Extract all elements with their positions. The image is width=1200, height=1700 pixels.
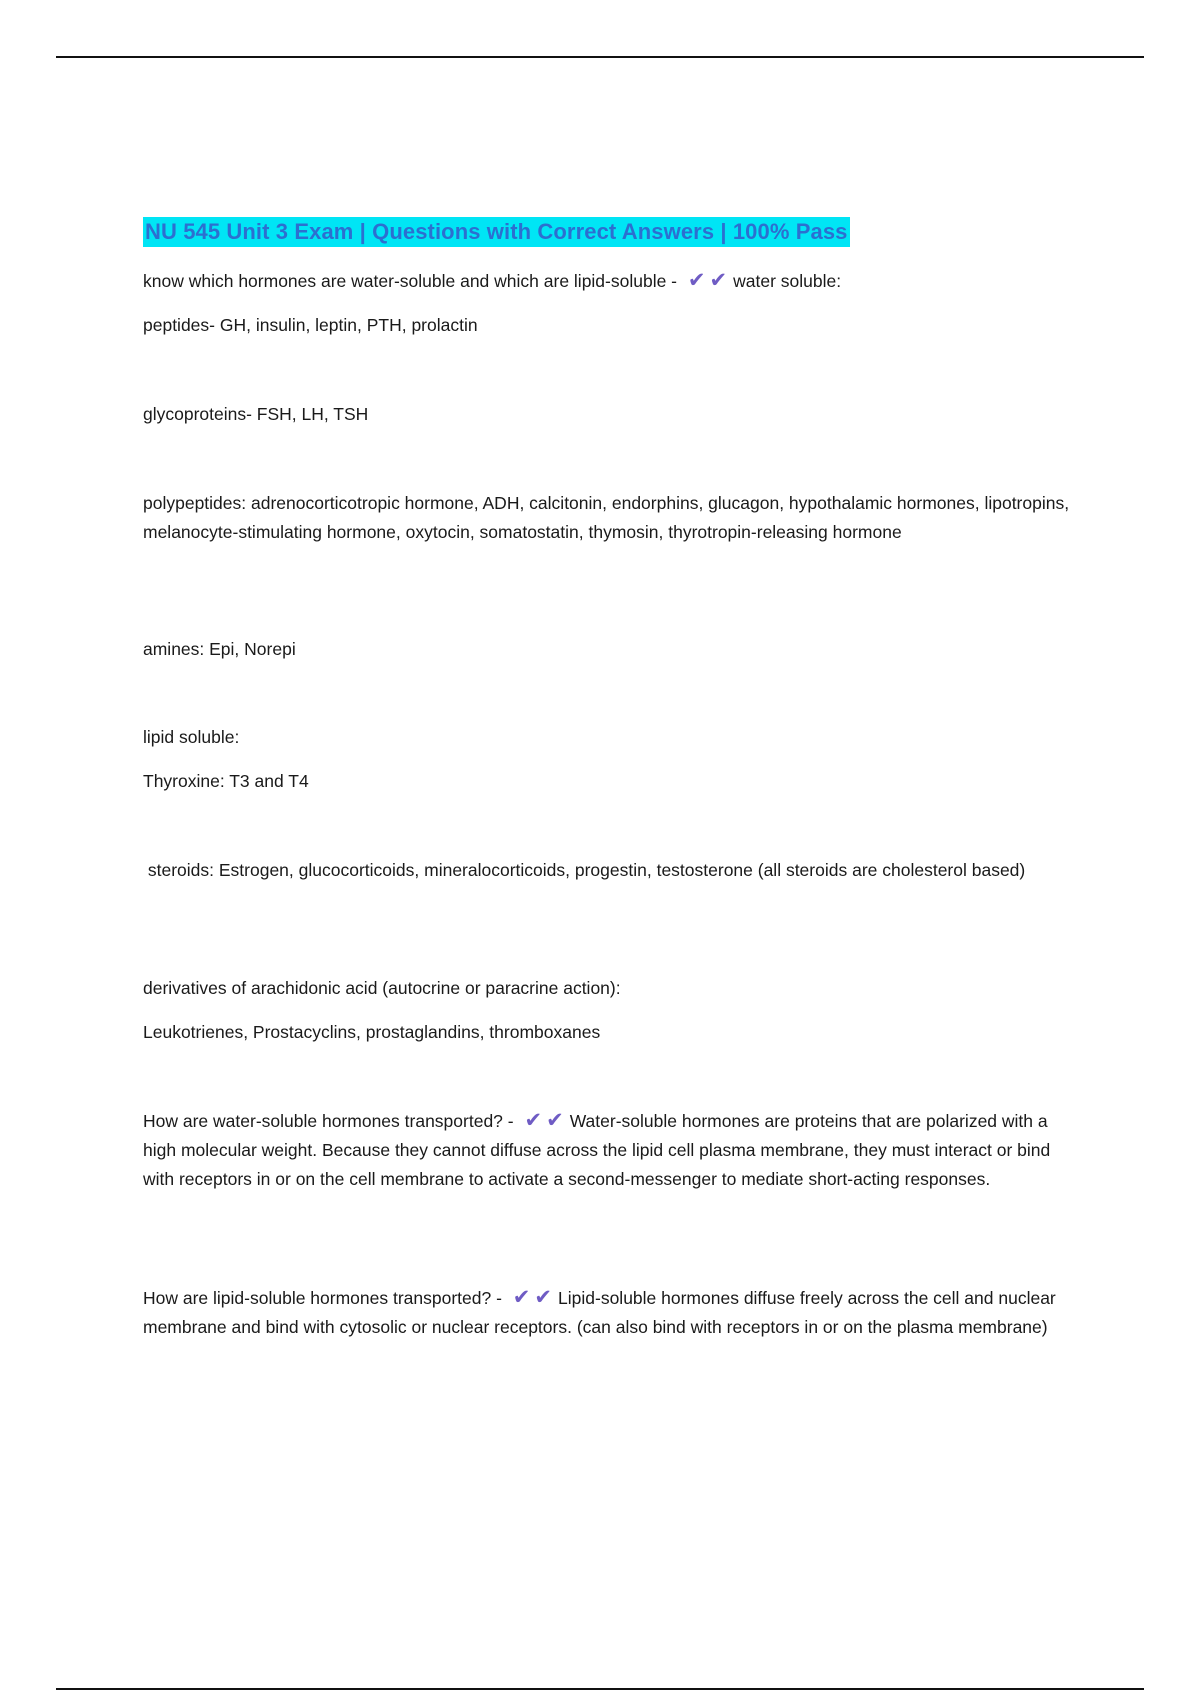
checkmark-icon: ✔ — [524, 1109, 543, 1132]
q1-paragraph — [143, 267, 1073, 296]
checkmark-icon: ✔ — [687, 269, 706, 292]
check-icons — [513, 1288, 556, 1308]
q2-question: How are water-soluble hormones transported? - — [143, 1111, 519, 1131]
q2-answer: Water-soluble hormones are proteins that are polarized with a high molecular weight. Because they cannot diffuse across the lipid cell plasma membrane, they must interact or bind with receptors in or on the cell membrane to activate a second-messenger to mediate short-acting responses. — [143, 1111, 1051, 1189]
q3-answer: Lipid-soluble hormones diffuse freely across the cell and nuclear membrane and bind with cytosolic or nuclear receptors. (can also bind with receptors in or on the plasma membrane) — [143, 1288, 1056, 1337]
check-icons — [524, 1111, 567, 1131]
checkmark-icon: ✔ — [546, 1109, 564, 1132]
checkmark-icon: ✔ — [534, 1286, 553, 1309]
lipid-soluble-heading: lipid soluble: — [143, 727, 240, 747]
arachidonic-line: derivatives of arachidonic acid (autocrine or paracrine action): — [143, 978, 621, 998]
checkmark-icon: ✔ — [709, 269, 728, 292]
q1-question: know which hormones are water-soluble and which are lipid-soluble - — [143, 271, 682, 291]
leukotrienes-line: Leukotrienes, Prostacyclins, prostaglandins, thromboxanes — [143, 1022, 601, 1042]
peptides-line: peptides- GH, insulin, leptin, PTH, prolactin — [143, 315, 478, 335]
check-icons — [688, 271, 731, 291]
q3-question: How are lipid-soluble hormones transported? - — [143, 1288, 507, 1308]
footer-rule — [56, 1688, 1144, 1690]
polypeptides-paragraph: polypeptides: adrenocorticotropic hormone, ADH, calcitonin, endorphins, glucagon, hypothalamic hormones, lipotropins, melanocyte-stimulating hormone, oxytocin, somatostatin, thymosin, thyrotropin-releasing hormone — [143, 493, 1070, 542]
header-rule — [56, 56, 1144, 58]
q2-paragraph — [143, 1107, 1073, 1194]
amines-line: amines: Epi, Norepi — [143, 639, 296, 659]
q1-answer-start: water soluble: — [733, 271, 842, 291]
steroids-paragraph: steroids: Estrogen, glucocorticoids, mineralocorticoids, progestin, testosterone (all steroids are cholesterol based) — [143, 860, 1026, 880]
document-title: NU 545 Unit 3 Exam | Questions with Correct Answers | 100% Pass — [143, 217, 850, 247]
q3-paragraph — [143, 1284, 1073, 1342]
glycoproteins-line: glycoproteins- FSH, LH, TSH — [143, 404, 369, 424]
thyroxine-line: Thyroxine: T3 and T4 — [143, 771, 309, 791]
checkmark-icon: ✔ — [512, 1286, 531, 1309]
